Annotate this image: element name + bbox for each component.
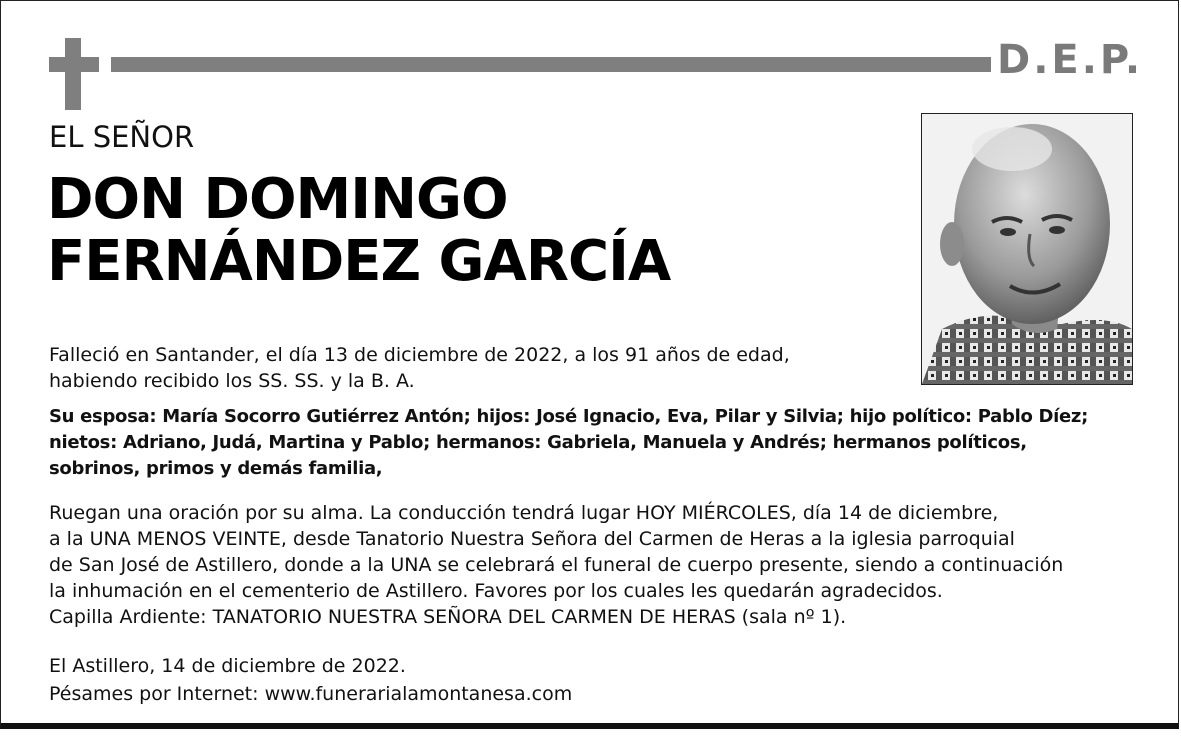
death-paragraph	[49, 342, 790, 394]
cross-icon-bar	[49, 57, 99, 72]
name-line-1: DON DOMINGO	[47, 167, 508, 232]
ceremony-line: la inhumación en el cementerio de Astillero. Favores por los cuales les quedarán agradecidos.	[49, 580, 943, 602]
name-line-2: FERNÁNDEZ GARCÍA	[47, 229, 671, 294]
family-line: nietos: Adriano, Judá, Martina y Pablo; hermanos: Gabriela, Manuela y Andrés; hermanos políticos,	[49, 432, 1027, 453]
deceased-name	[47, 169, 670, 293]
header-rule	[111, 57, 991, 72]
portrait-photo	[921, 113, 1133, 385]
family-line: sobrinos, primos y demás familia,	[49, 458, 383, 479]
death-line: Falleció en Santander, el día 13 de diciembre de 2022, a los 91 años de edad,	[49, 344, 790, 366]
ceremony-line: a la UNA MENOS VEINTE, desde Tanatorio Nuestra Señora del Carmen de Heras a la iglesia parroquial	[49, 528, 1015, 550]
intro-label: EL SEÑOR	[49, 120, 195, 154]
family-line: Su esposa: María Socorro Gutiérrez Antón; hijos: José Ignacio, Eva, Pilar y Silvia; hijo político: Pablo Díez;	[49, 406, 1089, 427]
family-paragraph	[49, 404, 1088, 482]
ceremony-line: Ruegan una oración por su alma. La conducción tendrá lugar HOY MIÉRCOLES, día 14 de diciembre,	[49, 502, 999, 524]
ceremony-line: Capilla Ardiente: TANATORIO NUESTRA SEÑORA DEL CARMEN DE HERAS (sala nº 1).	[49, 606, 847, 628]
place-date: El Astillero, 14 de diciembre de 2022.	[49, 655, 406, 677]
ceremony-line: de San José de Astillero, donde a la UNA se celebrará el funeral de cuerpo presente, siendo a continuación	[49, 554, 1064, 576]
dep-label: D.E.P.	[997, 37, 1144, 83]
death-line: habiendo recibido los SS. SS. y la B. A.	[49, 370, 415, 392]
condolences-web: Pésames por Internet: www.funerarialamontanesa.com	[49, 683, 573, 705]
cross-icon	[65, 38, 81, 110]
ceremony-paragraph	[49, 500, 1063, 630]
